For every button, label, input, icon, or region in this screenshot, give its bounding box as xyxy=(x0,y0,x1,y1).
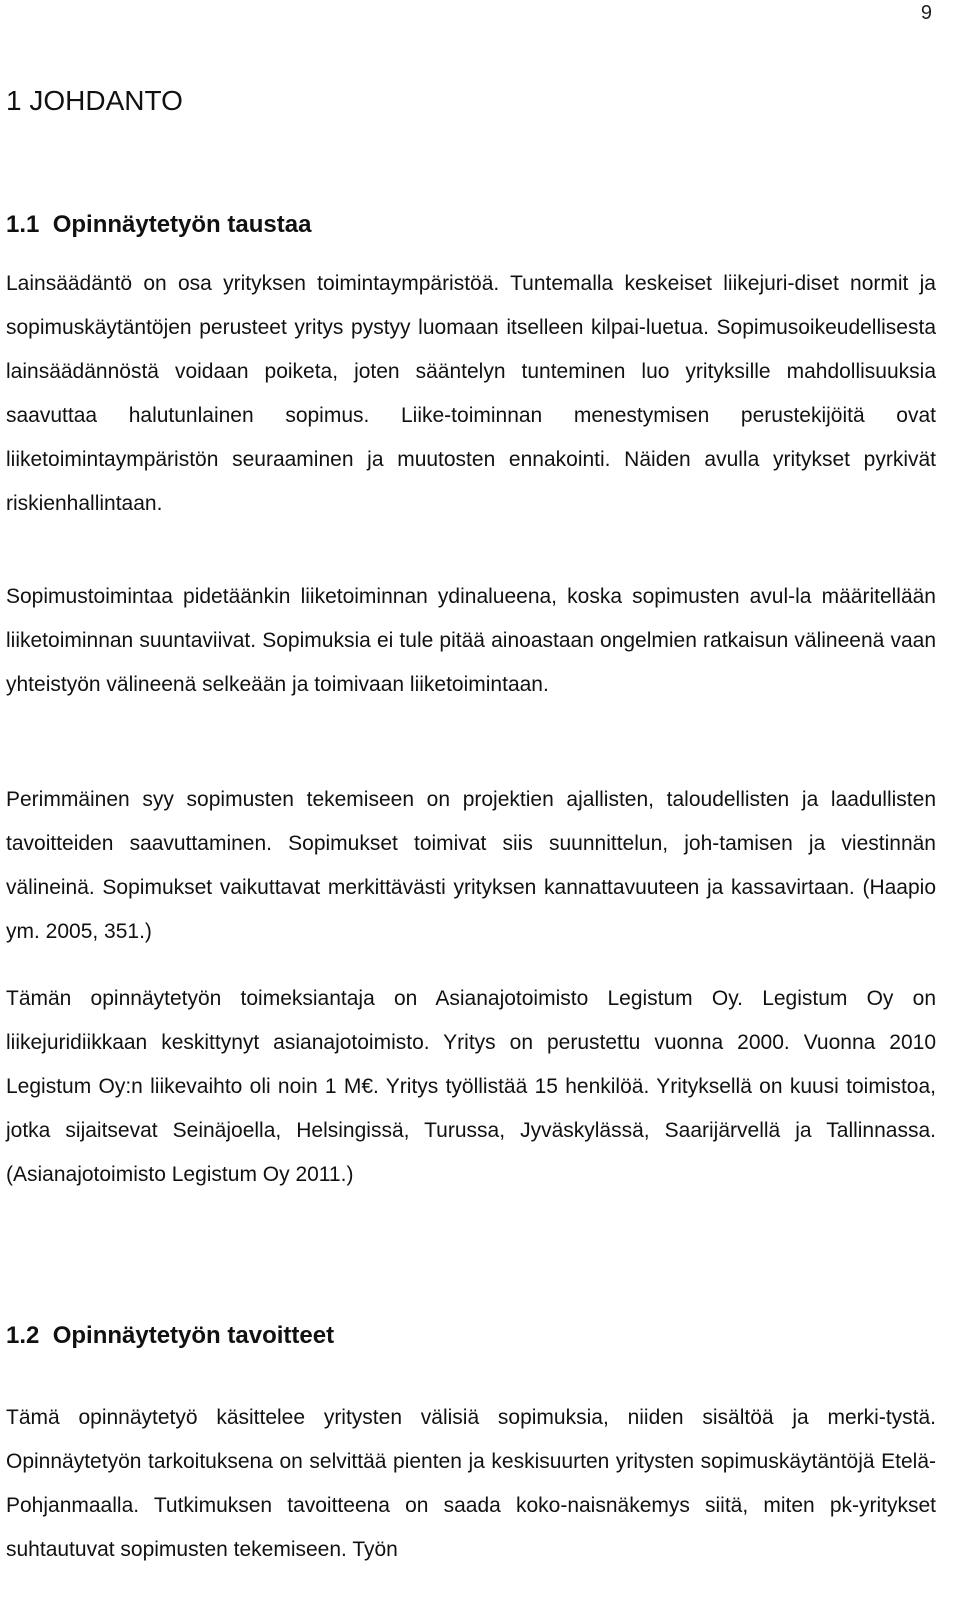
chapter-heading: 1 JOHDANTO xyxy=(6,85,183,116)
paragraph-commissioner: Tämän opinnäytetyön toimeksiantaja on Asianajotoimisto Legistum Oy. Legistum Oy on liikejuridiikkaan keskittynyt asianajotoimisto. Yritys on perustettu vuonna 2000. Vuonna 2010 Legistum Oy:n liikevaihto oli noin 1 M€. Yritys työllistää 15 henkilöä. Yrityksellä on kuusi toimistoa, jotka sijaitsevat Seinäjoella, Helsingissä, Turussa, Jyväskylässä, Saarijärvellä ja Tallinnassa. (Asianajotoimisto Legistum Oy 2011.) xyxy=(6,987,936,1186)
paragraph-contract-activity: Sopimustoimintaa pidetäänkin liiketoiminnan ydinalueena, koska sopimusten avul-la määritellään liiketoiminnan suuntaviivat. Sopimuksia ei tule pitää ainoastaan ongelmien ratkaisun välineenä vaan yhteistyön välineenä selkeään ja toimivaan liiketoimintaan. xyxy=(6,585,936,696)
paragraph-thesis-goals: Tämä opinnäytetyö käsittelee yritysten välisiä sopimuksia, niiden sisältöä ja merki-tystä. Opinnäytetyön tarkoituksena on selvittää pienten ja keskisuurten yritysten sopimuskäytäntöjä Etelä-Pohjanmaalla. Tutkimuksen tavoitteena on saada koko-naisnäkemys siitä, miten pk-yritykset suhtautuvat sopimusten tekemiseen. Työn xyxy=(6,1406,936,1561)
section-heading-goals: 1.2 Opinnäytetyön tavoitteet xyxy=(6,1322,335,1349)
section-heading-background: 1.1 Opinnäytetyön taustaa xyxy=(6,211,312,238)
page-number: 9 xyxy=(920,2,932,24)
paragraph-legislation: Lainsäädäntö on osa yrityksen toimintaympäristöä. Tuntemalla keskeiset liikejuri-diset normit ja sopimuskäytäntöjen perusteet yritys pystyy luomaan itselleen kilpai-luetua. Sopimusoikeudellisesta lainsäädännöstä voidaan poiketa, joten sääntelyn tunteminen luo yrityksille mahdollisuuksia saavuttaa halutunlainen sopimus. Liike-toiminnan menestymisen perustekijöitä ovat liiketoimintaympäristön seuraaminen ja muutosten ennakointi. Näiden avulla yritykset pyrkivät riskienhallintaan. xyxy=(6,272,936,515)
paragraph-objectives-of-contracts: Perimmäinen syy sopimusten tekemiseen on projektien ajallisten, taloudellisten ja laadullisten tavoitteiden saavuttaminen. Sopimukset toimivat siis suunnittelun, joh-tamisen ja viestinnän välineinä. Sopimukset vaikuttavat merkittävästi yrityksen kannattavuuteen ja kassavirtaan. (Haapio ym. 2005, 351.) xyxy=(6,788,936,943)
